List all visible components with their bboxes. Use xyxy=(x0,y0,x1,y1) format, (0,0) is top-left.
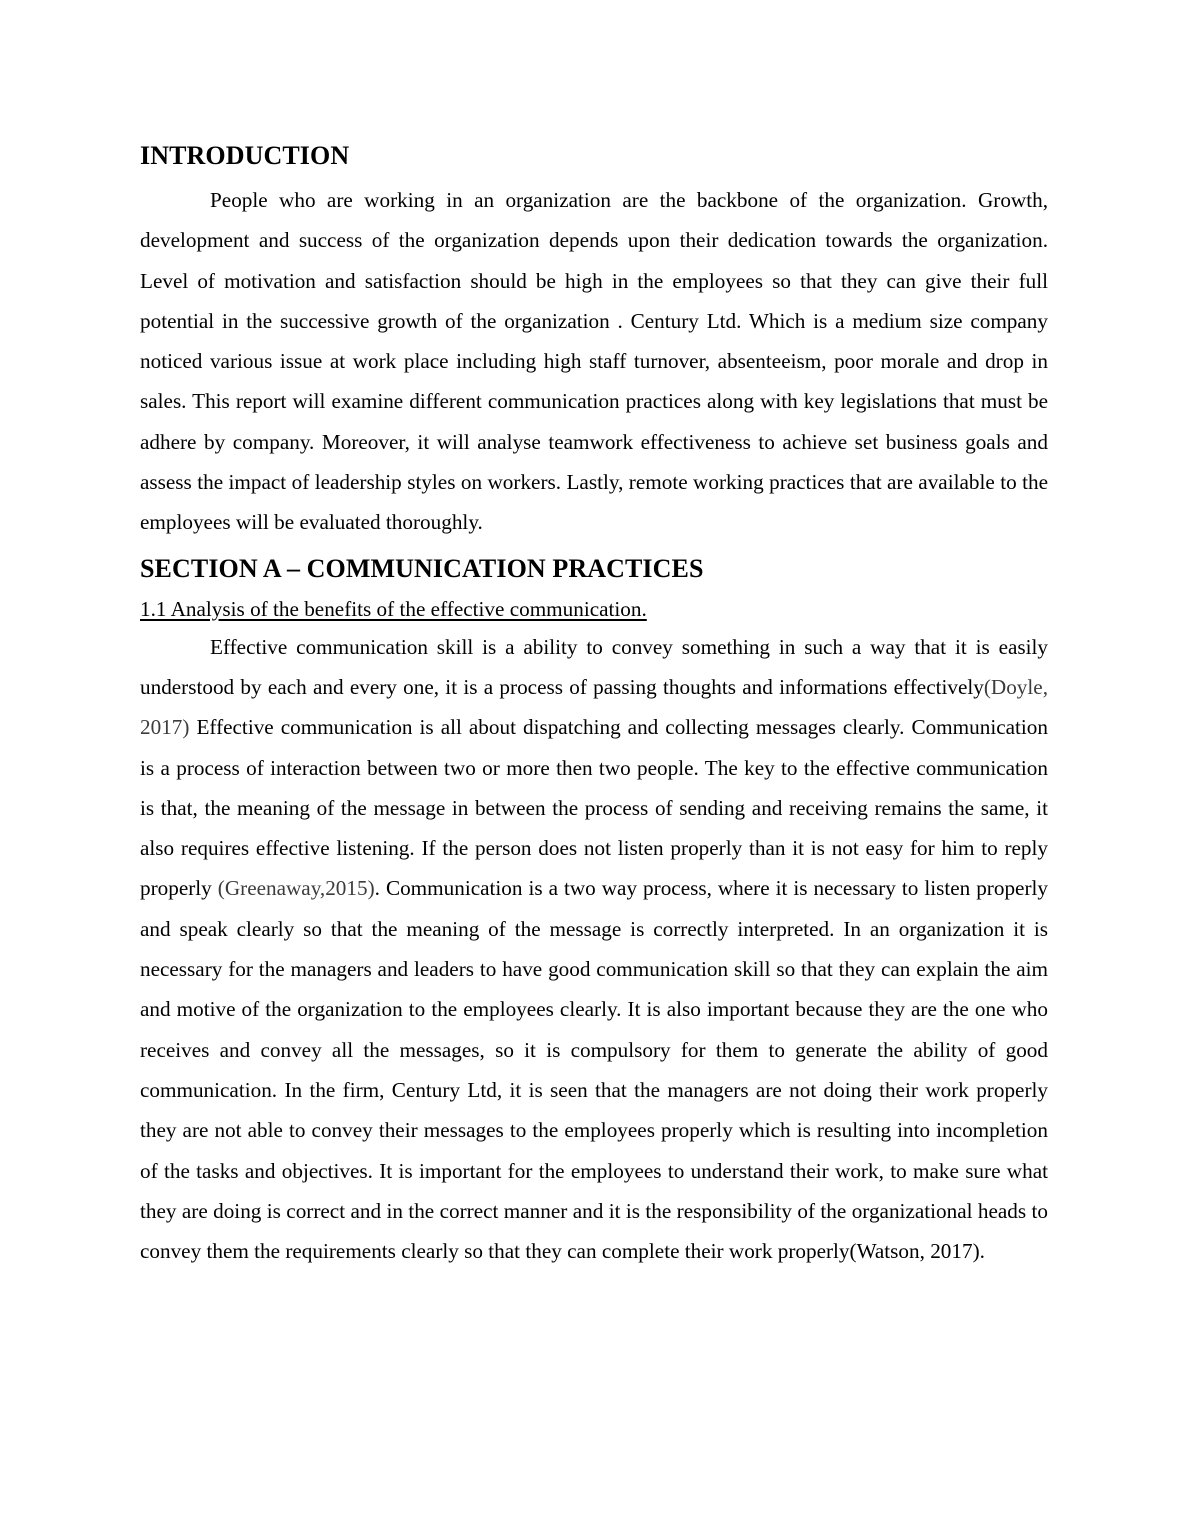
citation-greenaway: (Greenaway,2015) xyxy=(217,876,375,901)
introduction-heading: INTRODUCTION xyxy=(140,141,350,170)
introduction-paragraph: People who are working in an organization are the backbone of the organization. Growth, development and success of the organization depends upon their dedication towards the organization. Level of motivation and satisfaction should be high in the employees so that they can give their full potential in the successive growth of the organization . Century Ltd. Which is a medium size company noticed various issue at work place including high staff turnover, absenteeism, poor morale and drop in sales. This report will examine different communication practices along with key legislations that must be adhere by company. Moreover, it will analyse teamwork effectiveness to achieve set business goals and assess the impact of leadership styles on workers. Lastly, remote working practices that are available to the employees will be evaluated thoroughly. xyxy=(140,188,1048,535)
paragraph-text-part-3: . Communication is a two way process, where it is necessary to listen properly and speak clearly so that the meaning of the message is correctly interpreted. In an organization it is necessary for the managers and leaders to have good communication skill so that they can explain the aim and motive of the organization to the employees clearly. It is also important because they are the one who receives and convey all the messages, so it is compulsory for them to generate the ability of good communication. In the firm, Century Ltd, it is seen that the managers are not doing their work properly they are not able to convey their messages to the employees properly which is resulting into incompletion of the tasks and objectives. It is important for the employees to understand their work, to make sure what they are doing is correct and in the correct manner and it is the responsibility of the organizational heads to convey them the requirements clearly so that they can complete their work properly(Watson, 2017). xyxy=(140,876,1048,1264)
paragraph-text-part-1: Effective communication skill is a ability to convey something in such a way that it is easily understood by each and every one, it is a process of passing thoughts and informations effectively xyxy=(140,634,1048,699)
citation-doyle: (Doyle, 2017) xyxy=(140,674,1048,740)
subheading-1-1: 1.1 Analysis of the benefits of the effective communication. xyxy=(140,596,647,621)
paragraph-text-part-2: Effective communication is all about dispatching and collecting messages clearly. Communication is a process of interaction between two or more then two people. The key to the effective communication is that, the meaning of the message in between the process of sending and receiving remains the same, it also requires effective listening. If the person does not listen properly than it is not easy for him to reply properly xyxy=(140,715,1048,901)
section-a-heading: SECTION A – COMMUNICATION PRACTICES xyxy=(140,553,704,583)
document-page xyxy=(140,138,1048,1271)
section-a-paragraph xyxy=(140,627,1048,1272)
